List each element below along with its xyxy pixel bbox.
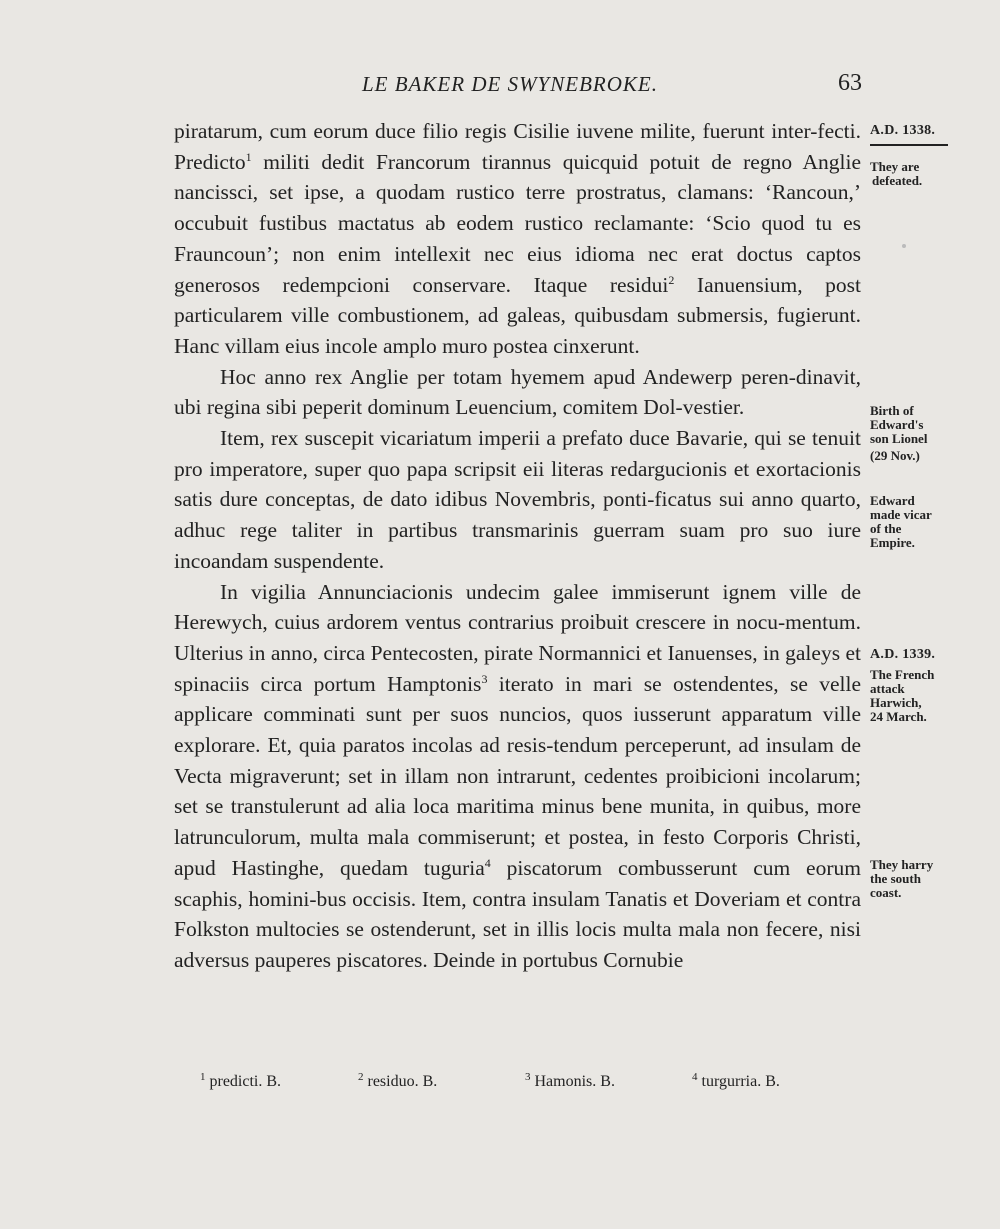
side-note-line: Empire.: [870, 535, 915, 550]
footnote-text: residuo. B.: [363, 1073, 438, 1090]
footnote-text: Hamonis. B.: [530, 1073, 615, 1090]
side-note-line: made vicar: [870, 507, 932, 522]
paragraph-2: [174, 362, 861, 423]
side-note-defeated: [870, 160, 966, 188]
paper-speck: [902, 244, 906, 248]
text-span: Hoc anno rex Anglie per totam hyemem apud Andewerp peren-dinavit, ubi regina sibi peperit dominum Leuencium, comitem Dol-vestier.: [174, 364, 861, 420]
side-note-line: They harry: [870, 857, 934, 872]
paragraph-1: [174, 116, 861, 362]
side-note-line: Edward: [870, 493, 915, 508]
footnote-text: turgurria. B.: [697, 1073, 780, 1090]
side-note-line: son Lionel: [870, 431, 928, 446]
side-note-line: 24 March.: [870, 709, 927, 724]
side-note-line: Edward's: [870, 417, 924, 432]
footnote-3: [525, 1072, 615, 1092]
side-note-line: They are: [870, 159, 920, 174]
page-number: 63: [838, 70, 862, 96]
footnote-2: [358, 1072, 437, 1092]
main-text: [174, 116, 861, 976]
side-note-line: (29 Nov.): [870, 448, 920, 463]
footnote-4: [692, 1072, 780, 1092]
side-note-they-harry: [870, 858, 966, 900]
paragraph-4: [174, 577, 861, 976]
footnote-mark: 4: [692, 1071, 698, 1083]
side-note-line: The French: [870, 667, 935, 682]
footnote-mark: 3: [525, 1071, 531, 1083]
side-note-edward-vicar: [870, 494, 966, 550]
side-note-year-1338: [870, 124, 966, 154]
side-note-date: A.D. 1339.: [870, 647, 936, 662]
footnote-text: predicti. B.: [205, 1073, 282, 1090]
side-note-line: of the: [870, 521, 902, 536]
footnote-1: [200, 1072, 281, 1092]
text-span: Ianuensium, post particularem ville combustionem, ad galeas, quibusdam submersis, fugierunt. Hanc villam eius incole amplo muro postea cinxerunt.: [174, 272, 862, 358]
side-note-line: attack: [870, 681, 905, 696]
text-span: Item, rex suscepit vicariatum imperii a prefato duce Bavarie, qui se tenuit pro imperatore, super quo papa scripsit eii literas redargucionis et exortacionis satis dure conceptas, de dato idibus Novembris, ponti-ficatus sui anno quarto, adhuc rege taliter in partibus transmarinis guerram suam pro suo iure incoandam suspendente.: [174, 426, 861, 573]
side-rule: [870, 144, 948, 146]
side-note-line: coast.: [870, 885, 902, 900]
footnote-mark: 1: [200, 1071, 206, 1083]
text-span: militi dedit Francorum tirannus quicquid potuit de regno Anglie nancissci, set ipse, a quodam rustico terre prostratus, clamans: ‘Rancoun,’ occubuit fustibus mactatus ab eodem rustico reclamante: ‘Scio quod tu es Frauncoun’; non enim intellexit nec eius idioma nec erat doctus captos generosos redempcioni conservare. Itaque residui: [174, 149, 861, 297]
running-title: LE BAKER DE SWYNEBROKE.: [362, 72, 658, 96]
side-note-line: Birth of: [870, 403, 914, 418]
page-header: [0, 70, 1000, 100]
side-note-birth-lionel: [870, 404, 966, 463]
footnote-mark: 2: [358, 1071, 364, 1083]
paragraph-3: [174, 423, 861, 577]
side-note-line: defeated.: [872, 173, 923, 188]
side-note-line: the south: [870, 871, 921, 886]
footnote-ref: 3: [481, 671, 488, 686]
side-note-line: Harwich,: [870, 695, 922, 710]
side-note-year-1339: [870, 648, 966, 662]
text-span: piratarum, cum eorum duce filio regis Cisilie iuvene milite, fuerunt inter-fecti. Predicto: [174, 119, 861, 174]
text-span: iterato in mari se ostendentes, se velle applicare comminati sunt per suos nuncios, quos iusserunt apparatum ville explorare. Et, quia paratos incolas ad resis-tendum perceperunt, ad insulam de Vecta migraverunt; set in illam non intrarunt, cedentes proibicioni incolarum; set se transtulerunt ad alia loca maritima minus bene munita, in quibus, more latrunculorum, multa mala commiserunt; et postea, in festo Corporis Christi, apud Hastinghe, quedam tuguria: [174, 671, 862, 880]
text-span: piscatorum combusserunt cum eorum scaphis, homini-bus occisis. Item, contra insulam Tanatis et Doveriam et contra Folkston multocies se ostenderunt, set in illis locis multa mala non fecere, nisi adversus pauperes piscatores. Deinde in portubus Cornubie: [174, 855, 861, 972]
footnote-ref: 4: [484, 855, 491, 870]
side-note-date: A.D. 1338.: [870, 123, 936, 138]
side-note-french-attack: [870, 668, 966, 724]
text-span: In vigilia Annunciacionis undecim galee immiserunt ignem ville de Herewych, cuius ardorem ventus contrarius proibuit crescere in nocu-mentum. Ulterius in anno, circa Pentecosten, pirate Normannici et Ianuenses, in galeys et spinaciis circa portum Hamptonis: [174, 579, 861, 696]
footnote-ref: 2: [668, 272, 675, 287]
footnote-ref: 1: [245, 149, 252, 164]
